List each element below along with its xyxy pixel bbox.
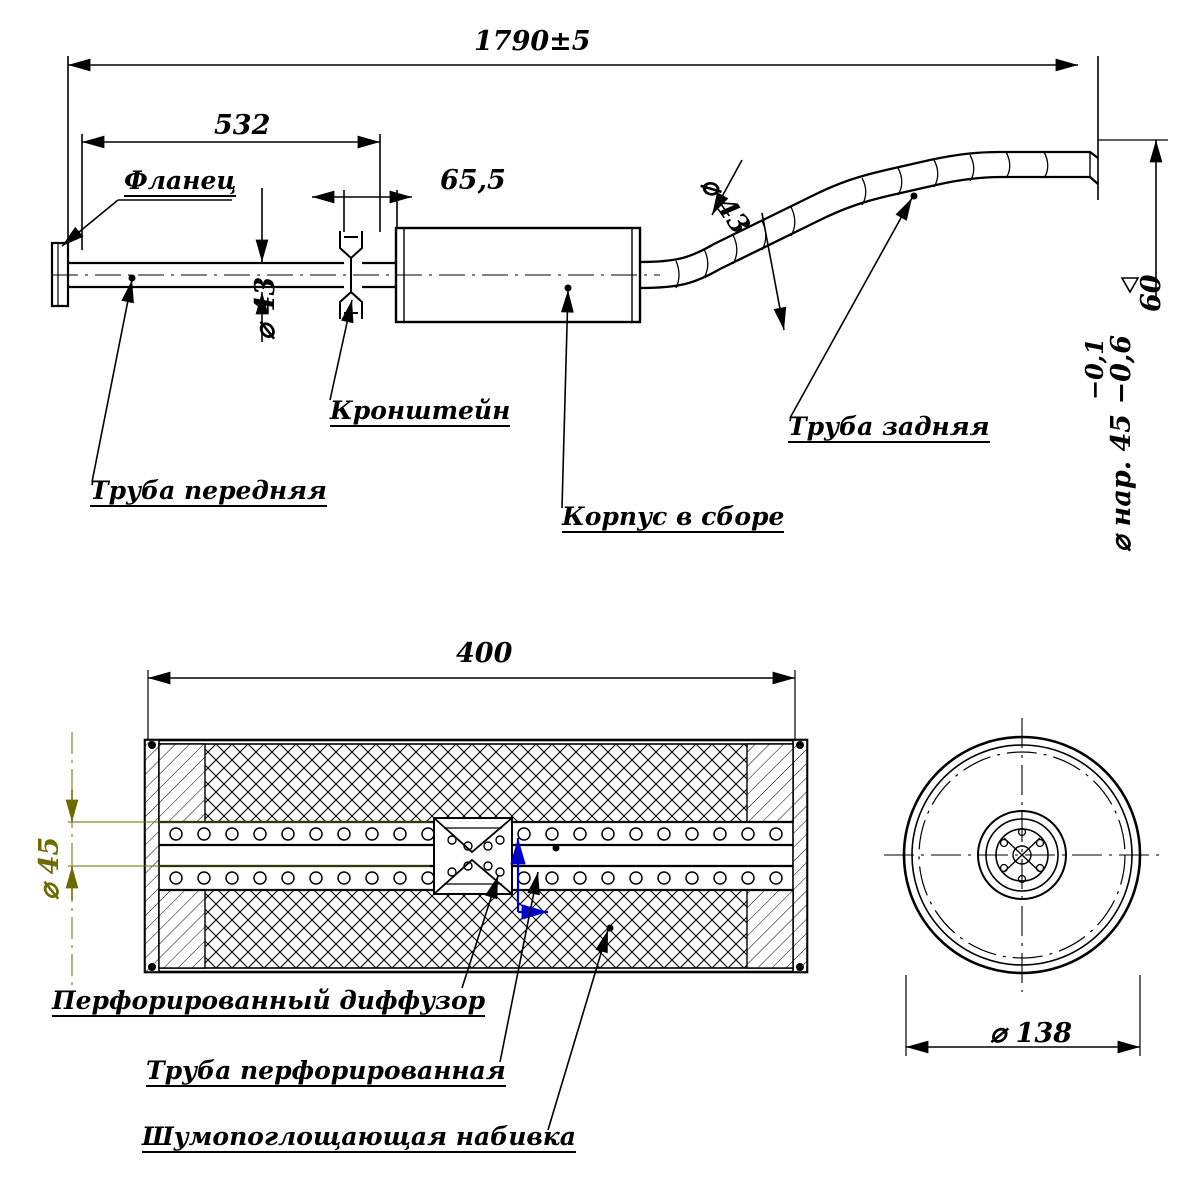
callout-bracket: Кронштейн — [330, 398, 510, 427]
dim-tail-tolerance-upper: −0,1 — [1080, 338, 1109, 400]
dim-rear-pipe-diameter: ⌀ 43 — [694, 170, 756, 241]
callout-front-pipe: Труба передняя — [90, 478, 327, 507]
dim-tail-outer-diameter: ⌀ нар. 45 −0,6 — [1106, 334, 1137, 552]
callout-body-assembly: Корпус в сборе — [562, 504, 784, 533]
dim-bracket-offset: 65,5 — [440, 165, 506, 196]
callout-sound-absorbing-packing: Шумопоглощающая набивка — [142, 1124, 576, 1153]
dim-body-length: 400 — [456, 638, 513, 669]
callout-flange: Фланец — [124, 168, 236, 197]
dim-front-pipe-diameter: ⌀ 43 — [250, 276, 281, 340]
callout-perforated-pipe: Труба перфорированная — [146, 1058, 506, 1087]
dim-front-pipe-length: 532 — [214, 110, 271, 141]
dim-inner-pipe-diameter: ⌀ 45 — [34, 836, 65, 900]
callout-perforated-diffuser: Перфорированный диффузор — [52, 988, 485, 1017]
callout-rear-pipe: Труба задняя — [788, 414, 990, 443]
dim-overall-length: 1790±5 — [474, 26, 591, 57]
dim-body-diameter: ⌀ 138 — [990, 1018, 1073, 1049]
dim-tail-height: 60 — [1136, 274, 1167, 312]
